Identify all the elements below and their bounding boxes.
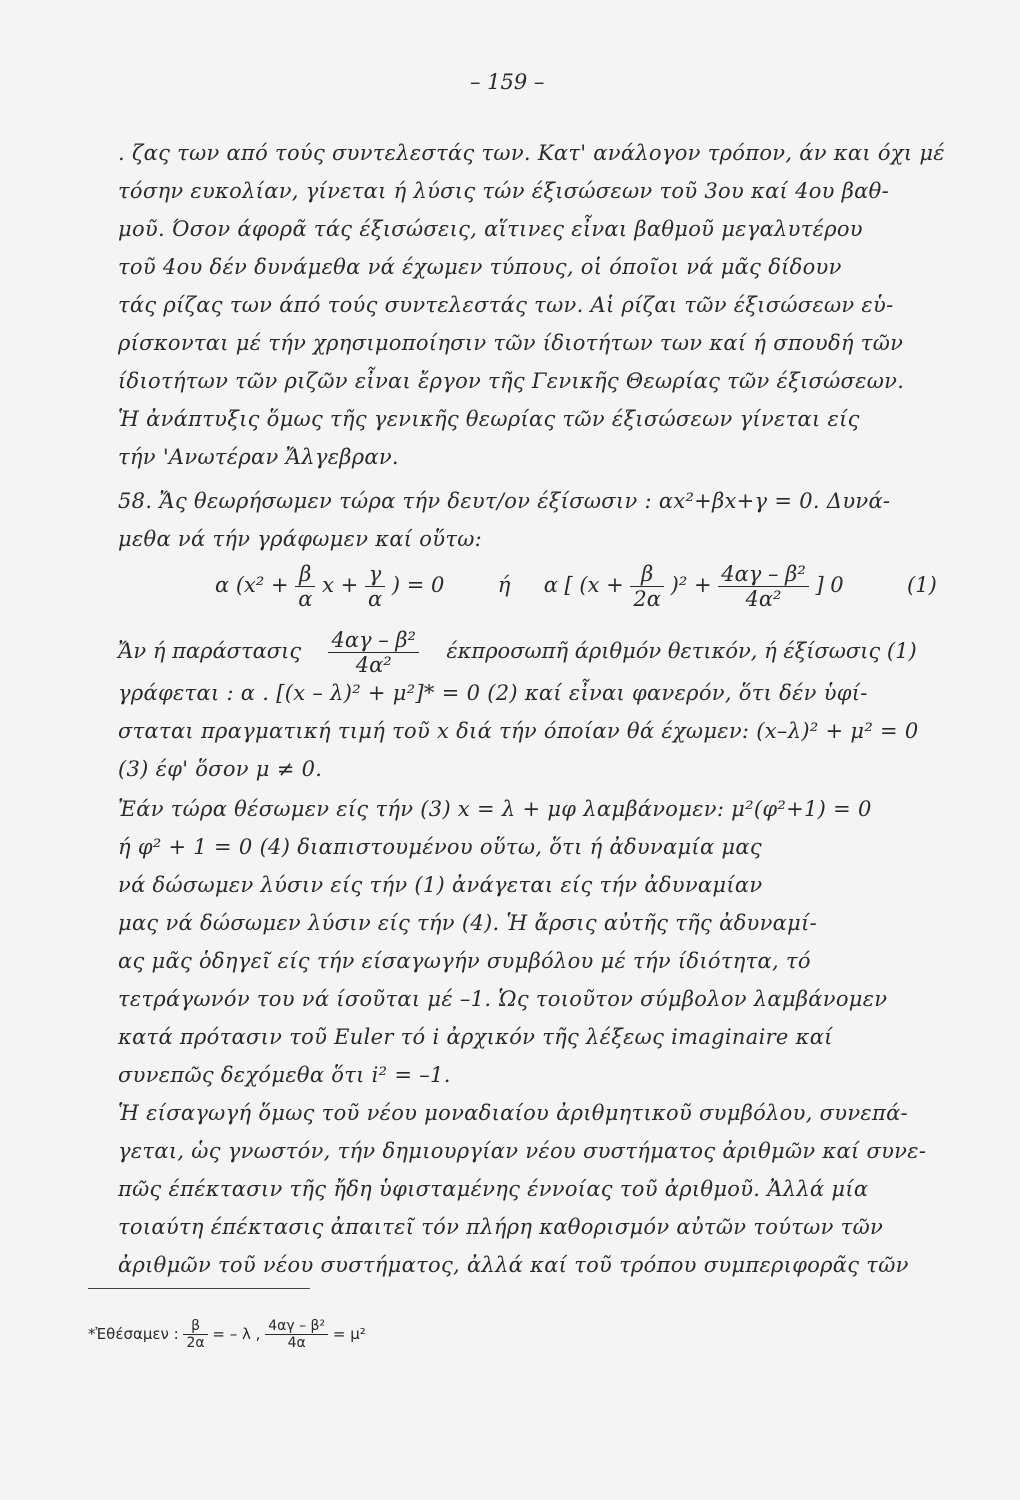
text-line: τετράγωνόν του νά ίσοῦται μέ –1. Ὡς τοιοῦτον σύμβολον λαμβάνομεν (118, 987, 888, 1011)
fraction-numerator: β (630, 562, 664, 587)
footnote-mid: = – λ , (212, 1325, 261, 1343)
fraction-denominator: 2α (633, 587, 661, 611)
footnote-divider (88, 1288, 310, 1289)
page-number: – 159 – (470, 70, 545, 94)
fraction-denominator: 4α (287, 1335, 306, 1351)
text-line: νά δώσωμεν λύσιν είς τήν (1) ἀνάγεται είς τήν ἀδυναμίαν (118, 873, 763, 897)
text-line: τοῦ 4ου δέν δυνάμεθα νά έχωμεν τύπους, οἱ όποῖοι νά μᾶς δίδουν (118, 255, 842, 279)
fraction-denominator: 2α (186, 1335, 205, 1351)
eq1-right-start: α [ (x + (543, 573, 624, 597)
eq1-fraction-b (295, 562, 315, 611)
eq1-mid: x + (322, 573, 359, 597)
text-line: ή φ² + 1 = 0 (4) διαπιστουμένου οὕτω, ὅτι ή ἀδυναμία μας (118, 835, 762, 859)
text-line: σταται πραγματική τιμή τοῦ x διά τήν όποίαν θά έχωμεν: (x–λ)² + μ² = 0 (118, 719, 919, 743)
par2-fraction (328, 628, 419, 677)
text-line: ας μᾶς ὁδηγεῖ είς τήν είσαγωγήν συμβόλου μέ τήν ίδιότητα, τό (118, 949, 811, 973)
text-line: μοῦ. Όσον άφορᾶ τάς έξισώσεις, αἵτινες εἶναι βαθμοῦ μεγαλυτέρου (118, 217, 863, 241)
par2-end: έκπροσωπῆ άριθμόν θετικόν, ή έξίσωσις (1) (446, 639, 917, 663)
fraction-numerator: γ (365, 562, 385, 587)
eq1-label: (1) (907, 573, 937, 597)
eq1-left-start: α (x² + (215, 573, 289, 597)
text-line: Ἡ ἀνάπτυξις ὅμως τῆς γενικῆς θεωρίας τῶν έξισώσεων γίνεται είς (118, 407, 860, 431)
fraction-denominator: α (298, 587, 313, 611)
footnote-start: *Ἐθέσαμεν : (88, 1325, 179, 1343)
text-line: τάς ρίζας των άπό τούς συντελεστάς των. Αἱ ρίζαι τῶν έξισώσεων εὑ- (118, 293, 894, 317)
text-line: γεται, ὡς γνωστόν, τήν δημιουργίαν νέου συστήματος ἀριθμῶν καί συνε- (118, 1139, 927, 1163)
text-line: τόσην ευκολίαν, γίνεται ή λύσις τών έξισώσεων τοῦ 3ου καί 4ου βαθ- (118, 179, 889, 203)
text-line: μεθα νά τήν γράφωμεν καί οὕτω: (118, 527, 483, 551)
text-line: τοιαύτη έπέκτασις ἀπαιτεῖ τόν πλήρη καθορισμόν αὐτῶν τούτων τῶν (118, 1215, 884, 1239)
fraction-denominator: 4α² (745, 587, 782, 611)
text-line: τήν 'Ανωτέραν Ἄλγεβραν. (118, 445, 399, 469)
text-line: ἀριθμῶν τοῦ νέου συστήματος, ἀλλά καί τοῦ τρόπου συμπεριφορᾶς τῶν (118, 1253, 909, 1277)
text-line: γράφεται : α . [(x – λ)² + μ²]* = 0 (2) καί εἶναι φανερόν, ὅτι δέν ὑφί- (118, 681, 868, 705)
text-line: πῶς έπέκτασιν τῆς ἤδη ὑφισταμένης έννοίας τοῦ ἀριθμοῦ. Ἀλλά μία (118, 1177, 869, 1201)
fraction-denominator: 4α² (355, 653, 392, 677)
text-line: ρίσκονται μέ τήν χρησιμοποίησιν τῶν ίδιοτήτων των καί ή σπουδή τῶν (118, 331, 904, 355)
text-line: Ἡ είσαγωγή ὅμως τοῦ νέου μοναδιαίου ἀριθμητικοῦ συμβόλου, συνεπά- (118, 1101, 908, 1125)
text-line: ίδιοτήτων τῶν ριζῶν εἶναι ἔργον τῆς Γενικῆς Θεωρίας τῶν έξισώσεων. (118, 369, 905, 393)
text-line: (3) έφ' ὅσον μ ≠ 0. (118, 757, 323, 781)
fraction-denominator: α (367, 587, 383, 611)
text-line: Ἐάν τώρα θέσωμεν είς τήν (3) x = λ + μφ λαμβάνομεν: μ²(φ²+1) = 0 (118, 797, 872, 821)
text-line: συνεπῶς δεχόμεθα ὅτι i² = –1. (118, 1063, 451, 1087)
fraction-numerator: 4αγ – β² (328, 628, 419, 653)
text-line: μας νά δώσωμεν λύσιν είς τήν (4). Ἡ ἄρσις αὐτῆς τῆς ἀδυναμί- (118, 911, 818, 935)
fraction-numerator: 4αγ – β² (265, 1318, 328, 1335)
text-line: 58. Ἄς θεωρήσωμεν τώρα τήν δευτ/ον έξίσωσιν : αx²+βx+γ = 0. Δυνά- (118, 489, 891, 513)
eq1-left-end: ) = 0 (391, 573, 445, 597)
eq1-fraction-g (365, 562, 385, 611)
footnote-fraction-2 (265, 1318, 328, 1351)
footnote-fraction-1 (183, 1318, 207, 1351)
text-line: κατά πρότασιν τοῦ Euler τό i ἀρχικόν τῆς λέξεως imaginaire καί (118, 1025, 833, 1049)
fraction-sentence (118, 628, 917, 677)
eq1-fraction-c (630, 562, 664, 611)
eq1-right-mid: )² + (670, 573, 712, 597)
fraction-numerator: β (183, 1318, 207, 1335)
footnote-end: = μ² (332, 1325, 366, 1343)
fraction-numerator: 4αγ – β² (718, 562, 809, 587)
equation-1 (215, 562, 937, 611)
eq1-or: ή (497, 573, 511, 597)
footnote (88, 1318, 366, 1351)
fraction-numerator: β (295, 562, 315, 587)
eq1-right-end: ] 0 (815, 573, 844, 597)
text-line: . ζας των από τούς συντελεστάς των. Κατ' ανάλογον τρόπον, άν και όχι μέ (118, 141, 945, 165)
eq1-fraction-d (718, 562, 809, 611)
par2-start: Ἄν ή παράστασις (118, 639, 302, 663)
